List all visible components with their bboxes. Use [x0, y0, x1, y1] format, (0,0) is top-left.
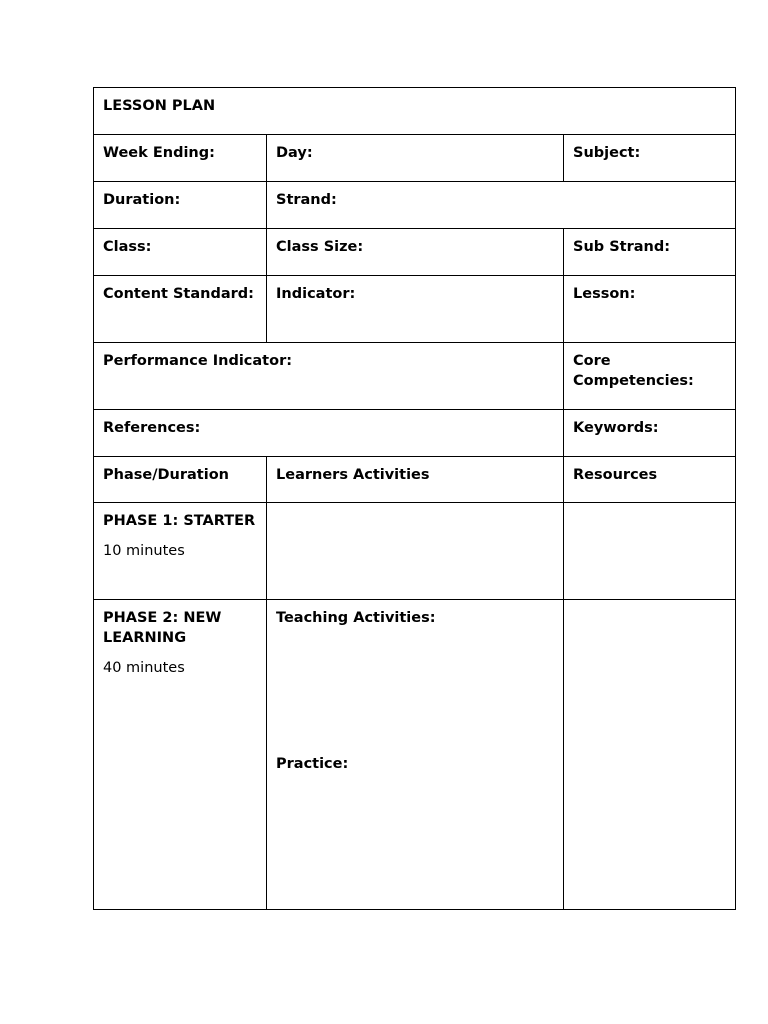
lesson-label: Lesson: — [573, 286, 636, 302]
learners-activities-header-label: Learners Activities — [276, 467, 430, 483]
phase1-resources-cell[interactable] — [564, 503, 736, 600]
subject-cell[interactable] — [564, 135, 736, 182]
duration-row — [94, 182, 736, 229]
week-ending-cell[interactable] — [94, 135, 267, 182]
references-label: References: — [103, 420, 201, 436]
indicator-cell[interactable] — [267, 276, 564, 343]
duration-cell[interactable] — [94, 182, 267, 229]
class-label: Class: — [103, 239, 152, 255]
resources-header-label: Resources — [573, 467, 658, 483]
phase1-row — [94, 503, 736, 600]
phase1-title: PHASE 1: STARTER — [103, 513, 256, 529]
phase1-cell — [94, 503, 267, 600]
practice-label: Practice: — [276, 756, 349, 772]
title-row — [94, 88, 736, 135]
core-competencies-cell[interactable] — [564, 343, 736, 410]
sub-strand-label: Sub Strand: — [573, 239, 671, 255]
phase-duration-header — [94, 457, 267, 503]
performance-row — [94, 343, 736, 410]
day-cell[interactable] — [267, 135, 564, 182]
phase1-duration: 10 minutes — [103, 543, 185, 559]
lesson-cell[interactable] — [564, 276, 736, 343]
class-row — [94, 229, 736, 276]
duration-label: Duration: — [103, 192, 181, 208]
teaching-activities-label: Teaching Activities: — [276, 610, 436, 626]
sub-strand-cell[interactable] — [564, 229, 736, 276]
content-standard-cell[interactable] — [94, 276, 267, 343]
content-standard-label: Content Standard: — [103, 286, 254, 302]
phase2-row — [94, 600, 736, 910]
strand-label: Strand: — [276, 192, 337, 208]
strand-cell[interactable] — [267, 182, 736, 229]
core-competencies-label: Core Competencies: — [573, 353, 694, 389]
phase1-activities-cell[interactable] — [267, 503, 564, 600]
references-cell[interactable] — [94, 410, 564, 457]
title-cell — [94, 88, 736, 135]
page-title: LESSON PLAN — [103, 98, 216, 114]
indicator-label: Indicator: — [276, 286, 356, 302]
phase2-duration: 40 minutes — [103, 660, 185, 676]
class-size-cell[interactable] — [267, 229, 564, 276]
performance-indicator-label: Performance Indicator: — [103, 353, 293, 369]
keywords-label: Keywords: — [573, 420, 659, 436]
learners-activities-header — [267, 457, 564, 503]
week-ending-label: Week Ending: — [103, 145, 215, 161]
week-row — [94, 135, 736, 182]
phase2-activities-cell[interactable] — [267, 600, 564, 910]
phase2-resources-cell[interactable] — [564, 600, 736, 910]
class-cell[interactable] — [94, 229, 267, 276]
phase2-title: PHASE 2: NEW LEARNING — [103, 610, 222, 646]
day-label: Day: — [276, 145, 313, 161]
phase-header-row — [94, 457, 736, 503]
keywords-cell[interactable] — [564, 410, 736, 457]
class-size-label: Class Size: — [276, 239, 364, 255]
performance-indicator-cell[interactable] — [94, 343, 564, 410]
content-row — [94, 276, 736, 343]
phase2-cell — [94, 600, 267, 910]
teaching-activities-space — [276, 628, 555, 754]
lesson-plan-table — [93, 87, 736, 910]
subject-label: Subject: — [573, 145, 641, 161]
phase-duration-header-label: Phase/Duration — [103, 467, 229, 483]
references-row — [94, 410, 736, 457]
resources-header — [564, 457, 736, 503]
